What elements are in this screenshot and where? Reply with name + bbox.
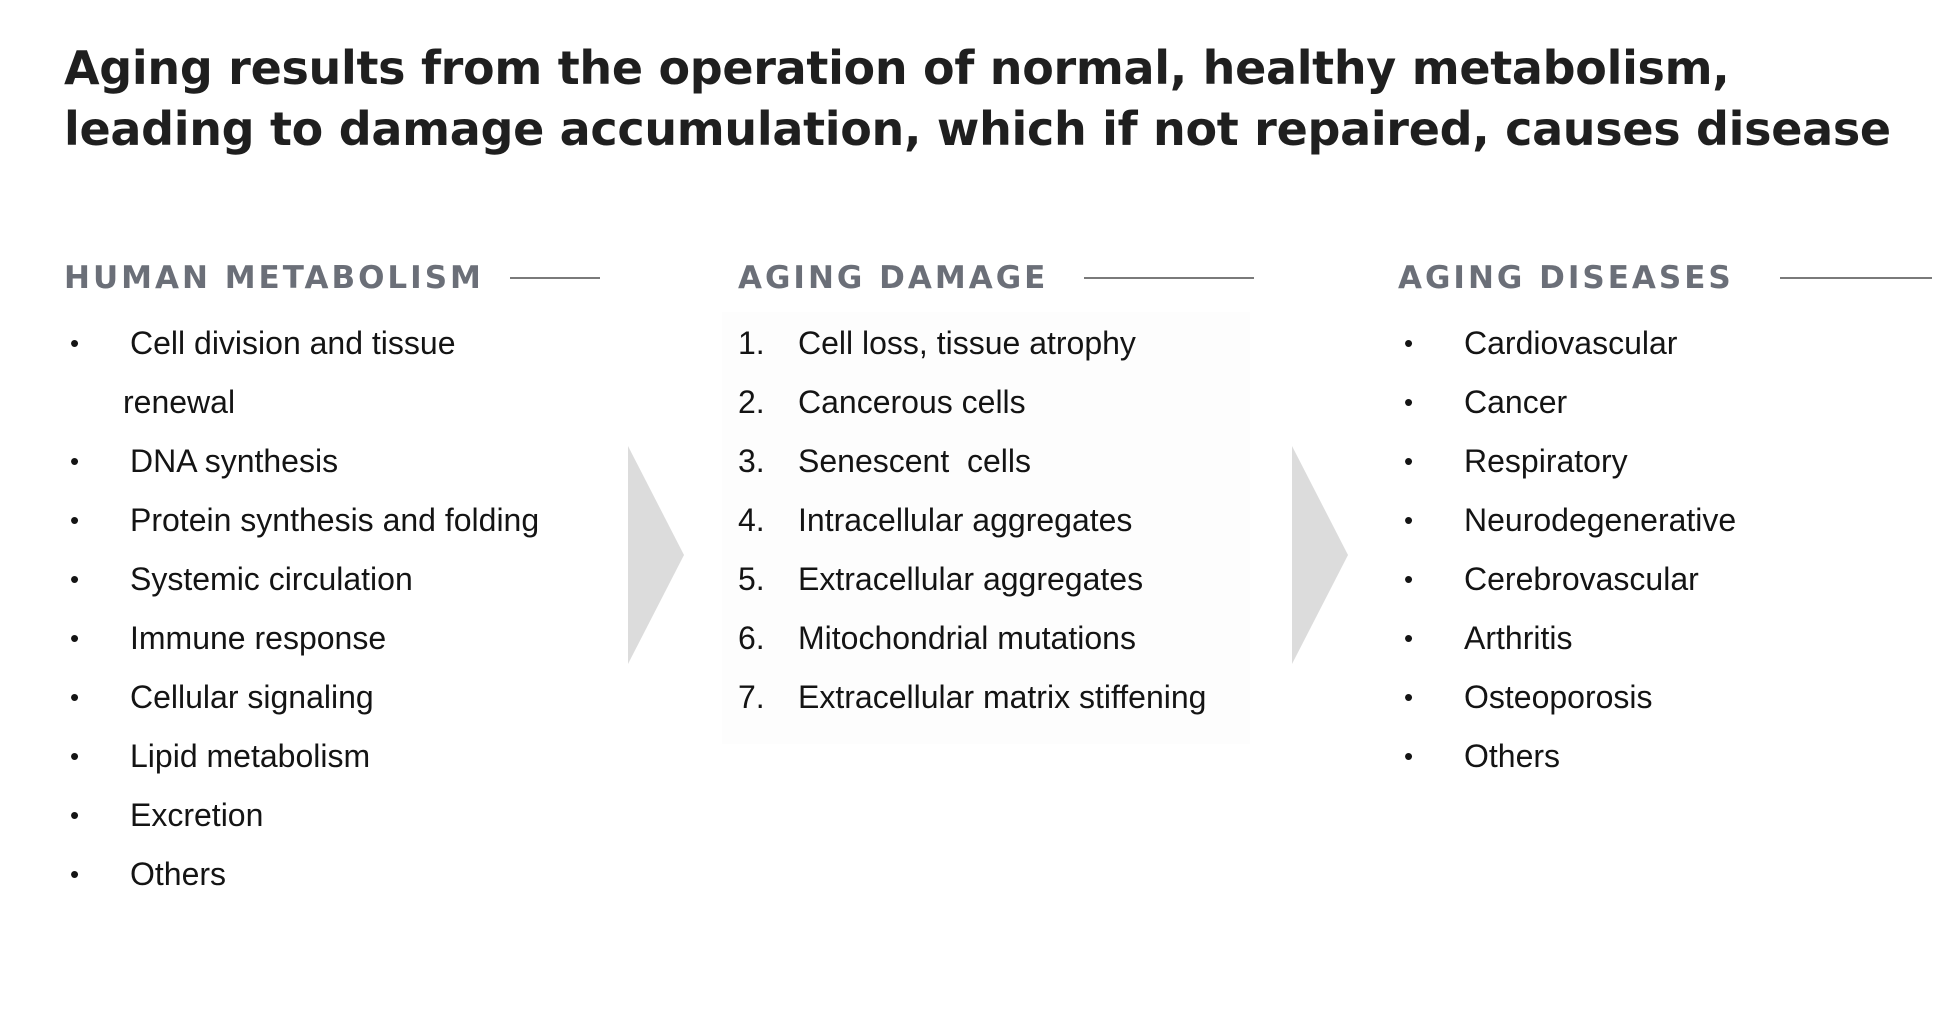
human-metabolism-header bbox=[64, 258, 624, 298]
bullet-marker: • bbox=[70, 623, 80, 653]
list-item bbox=[1398, 432, 1938, 491]
aging-damage-header-label: AGING DAMAGE bbox=[738, 260, 1049, 296]
page-title bbox=[64, 38, 1914, 160]
bullet-marker: • bbox=[70, 741, 80, 771]
list-item-text: Cardiovascular bbox=[1464, 325, 1678, 361]
list-item bbox=[1398, 550, 1938, 609]
list-item bbox=[1398, 668, 1938, 727]
list-item-text: Cancerous cells bbox=[798, 384, 1026, 420]
chevron-right-arrow-icon bbox=[628, 446, 684, 664]
list-item-text: Immune response bbox=[130, 620, 387, 656]
list-number: 7. bbox=[738, 679, 765, 715]
chevron-right-arrow-icon bbox=[1292, 446, 1348, 664]
bullet-marker: • bbox=[70, 328, 80, 358]
bullet-marker: • bbox=[70, 800, 80, 830]
list-number: 5. bbox=[738, 561, 765, 597]
list-item bbox=[1398, 314, 1938, 373]
list-item-text: DNA synthesis bbox=[130, 443, 339, 479]
bullet-marker: • bbox=[1404, 741, 1414, 771]
header-divider-line bbox=[1780, 277, 1932, 279]
aging-diseases-column bbox=[1398, 258, 1938, 786]
list-item bbox=[64, 314, 624, 373]
human-metabolism-list bbox=[64, 314, 624, 904]
bullet-marker: • bbox=[70, 505, 80, 535]
aging-damage-header bbox=[738, 258, 1278, 298]
list-item-text: Osteoporosis bbox=[1464, 679, 1653, 715]
list-item bbox=[64, 668, 624, 727]
bullet-spacer bbox=[64, 373, 123, 432]
bullet-marker: • bbox=[70, 682, 80, 712]
list-item-text: Systemic circulation bbox=[130, 561, 413, 597]
bullet-marker: • bbox=[1404, 623, 1414, 653]
title-line-2: leading to damage accumulation, which if not repaired, causes disease bbox=[64, 102, 1891, 156]
list-item-text: Senescent cells bbox=[798, 443, 1032, 479]
list-item bbox=[1398, 609, 1938, 668]
list-item-text: Neurodegenerative bbox=[1464, 502, 1737, 538]
list-item bbox=[64, 845, 624, 904]
list-item-text: Cellular signaling bbox=[130, 679, 374, 715]
list-item-text: Others bbox=[130, 856, 227, 892]
list-number: 3. bbox=[738, 443, 765, 479]
list-item-text: renewal bbox=[123, 384, 236, 420]
list-item-text: Cell loss, tissue atrophy bbox=[798, 325, 1136, 361]
list-number: 1. bbox=[738, 325, 765, 361]
aging-diseases-header bbox=[1398, 258, 1938, 298]
aging-diseases-header-label: AGING DISEASES bbox=[1398, 260, 1734, 296]
bullet-marker: • bbox=[70, 859, 80, 889]
list-number: 6. bbox=[738, 620, 765, 656]
bullet-marker: • bbox=[1404, 564, 1414, 594]
list-item-text: Excretion bbox=[130, 797, 264, 833]
list-item-text: Intracellular aggregates bbox=[798, 502, 1133, 538]
list-item bbox=[738, 491, 1278, 550]
list-item-text: Extracellular matrix stiffening bbox=[798, 679, 1207, 715]
list-number: 4. bbox=[738, 502, 765, 538]
bullet-marker: • bbox=[70, 564, 80, 594]
list-item-text: Mitochondrial mutations bbox=[798, 620, 1136, 656]
list-item-text: Others bbox=[1464, 738, 1561, 774]
list-item bbox=[738, 432, 1278, 491]
aging-damage-list bbox=[738, 314, 1278, 727]
bullet-marker: • bbox=[1404, 682, 1414, 712]
list-item bbox=[1398, 491, 1938, 550]
list-item-text: Cerebrovascular bbox=[1464, 561, 1699, 597]
list-item-continuation bbox=[64, 373, 624, 432]
list-item bbox=[1398, 727, 1938, 786]
bullet-marker: • bbox=[1404, 446, 1414, 476]
list-item bbox=[64, 609, 624, 668]
list-item bbox=[738, 668, 1278, 727]
list-item bbox=[738, 314, 1278, 373]
list-item-text: Lipid metabolism bbox=[130, 738, 371, 774]
list-item bbox=[64, 786, 624, 845]
bullet-marker: • bbox=[1404, 505, 1414, 535]
list-item-text: Arthritis bbox=[1464, 620, 1573, 656]
list-item bbox=[738, 609, 1278, 668]
title-line-1: Aging results from the operation of normal, healthy metabolism, bbox=[64, 41, 1730, 95]
human-metabolism-header-label: HUMAN METABOLISM bbox=[64, 260, 484, 296]
list-item bbox=[738, 550, 1278, 609]
list-item bbox=[738, 373, 1278, 432]
list-item bbox=[64, 550, 624, 609]
header-divider-line bbox=[1084, 277, 1254, 279]
list-number: 2. bbox=[738, 384, 765, 420]
list-item bbox=[64, 432, 624, 491]
bullet-marker: • bbox=[1404, 328, 1414, 358]
list-item-text: Protein synthesis and folding bbox=[130, 502, 540, 538]
human-metabolism-column bbox=[64, 258, 624, 904]
list-item bbox=[64, 727, 624, 786]
bullet-marker: • bbox=[70, 446, 80, 476]
list-item-text: Cell division and tissue bbox=[130, 325, 456, 361]
header-divider-line bbox=[510, 277, 600, 279]
bullet-marker: • bbox=[1404, 387, 1414, 417]
aging-diseases-list bbox=[1398, 314, 1938, 786]
list-item-text: Extracellular aggregates bbox=[798, 561, 1144, 597]
list-item bbox=[1398, 373, 1938, 432]
list-item bbox=[64, 491, 624, 550]
list-item-text: Respiratory bbox=[1464, 443, 1628, 479]
aging-damage-column bbox=[738, 258, 1278, 727]
list-item-text: Cancer bbox=[1464, 384, 1568, 420]
